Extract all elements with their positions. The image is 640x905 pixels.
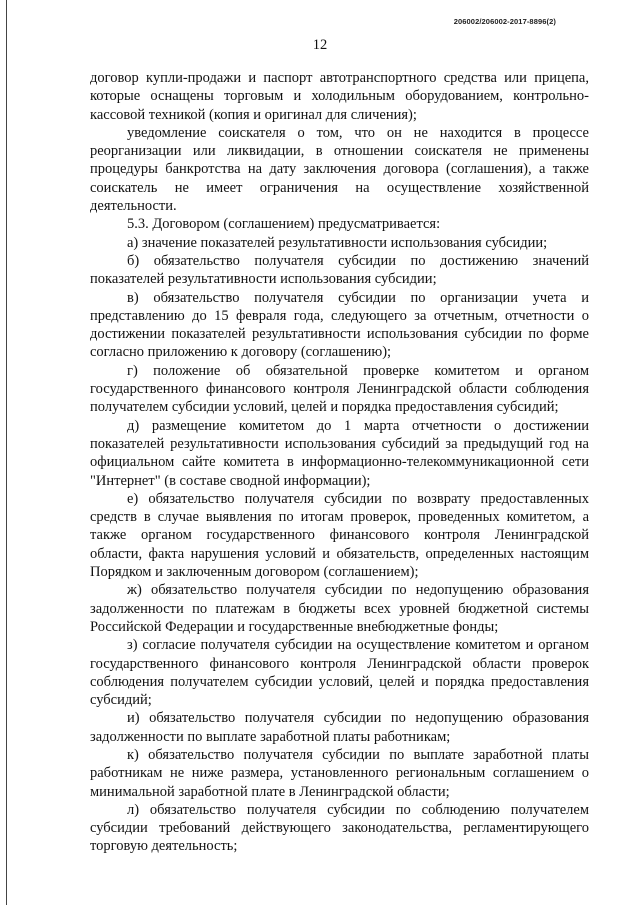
paragraph-notice: уведомление соискателя о том, что он не находится в процессе реорганизации или ликвидации, в отношении соискателя не применены процедуры банкротства на дату заключения договора (соглашения), а также соискатель не имеет ограничения на осуществление хозяйственной деятельности. [90, 124, 589, 215]
document-id: 206002/206002-2017-8896(2) [453, 17, 556, 26]
paragraph-item-e: е) обязательство получателя субсидии по возврату предоставленных средств в случае выявления по итогам проверок, проведенных комитетом, а также органом государственного финансового контроля Ленинградской области, факта нарушения условий и обязательств, определенных настоящим Порядком и заключенным договором (соглашением); [90, 490, 589, 581]
paragraph-item-g: г) положение об обязательной проверке комитетом и органом государственного финансового контроля Ленинградской области соблюдения получателем субсидии условий, целей и порядка предоставления субсидий; [90, 362, 589, 416]
scan-edge-line [6, 0, 7, 905]
body-text [90, 69, 589, 856]
paragraph-item-z: з) согласие получателя субсидии на осуществление комитетом и органом государственного финансового контроля Ленинградской области проверок соблюдения получателем субсидии условий, целей и порядка предоставления субсидий; [90, 637, 589, 709]
paragraph-item-l: л) обязательство получателя субсидии по соблюдению получателем субсидии требований действующего законодательства, регламентирующего торговую деятельность; [90, 801, 589, 855]
paragraph-item-zh: ж) обязательство получателя субсидии по недопущению образования задолженности по платежам в бюджеты всех уровней бюджетной системы Российской Федерации и государственные внебюджетные фонды; [90, 582, 589, 635]
page-number: 12 [312, 37, 328, 53]
paragraph-item-i: и) обязательство получателя субсидии по недопущению образования задолженности по выплате заработной платы работникам; [90, 710, 589, 745]
paragraph-item-k: к) обязательство получателя субсидии по выплате заработной платы работникам не ниже размера, установленного региональным соглашением о минимальной заработной плате в Ленинградской области; [90, 746, 589, 800]
paragraph-continuation: договор купли-продажи и паспорт автотранспортного средства или прицепа, которые оснащены торговым и холодильным оборудованием, контрольно-кассовой техникой (копия и оригинал для сличения); [90, 70, 589, 123]
paragraph-item-d: д) размещение комитетом до 1 марта отчетности о достижении показателей результативности использования субсидий за предыдущий год на официальном сайте комитета в информационно-телекоммуникационной сети "Интернет" (в составе сводной информации); [90, 417, 589, 489]
paragraph-item-b: б) обязательство получателя субсидии по достижению значений показателей результативности использования субсидии; [90, 252, 589, 288]
paragraph-item-a: а) значение показателей результативности использования субсидии; [127, 234, 548, 251]
paragraph-item-v: в) обязательство получателя субсидии по организации учета и представлению до 15 февраля года, следующего за отчетным, отчетности о достижении показателей результативности использования субсидии по форме согласно приложению к договору (соглашению); [90, 289, 589, 361]
paragraph-section-heading: 5.3. Договором (соглашением) предусматривается: [127, 216, 441, 233]
